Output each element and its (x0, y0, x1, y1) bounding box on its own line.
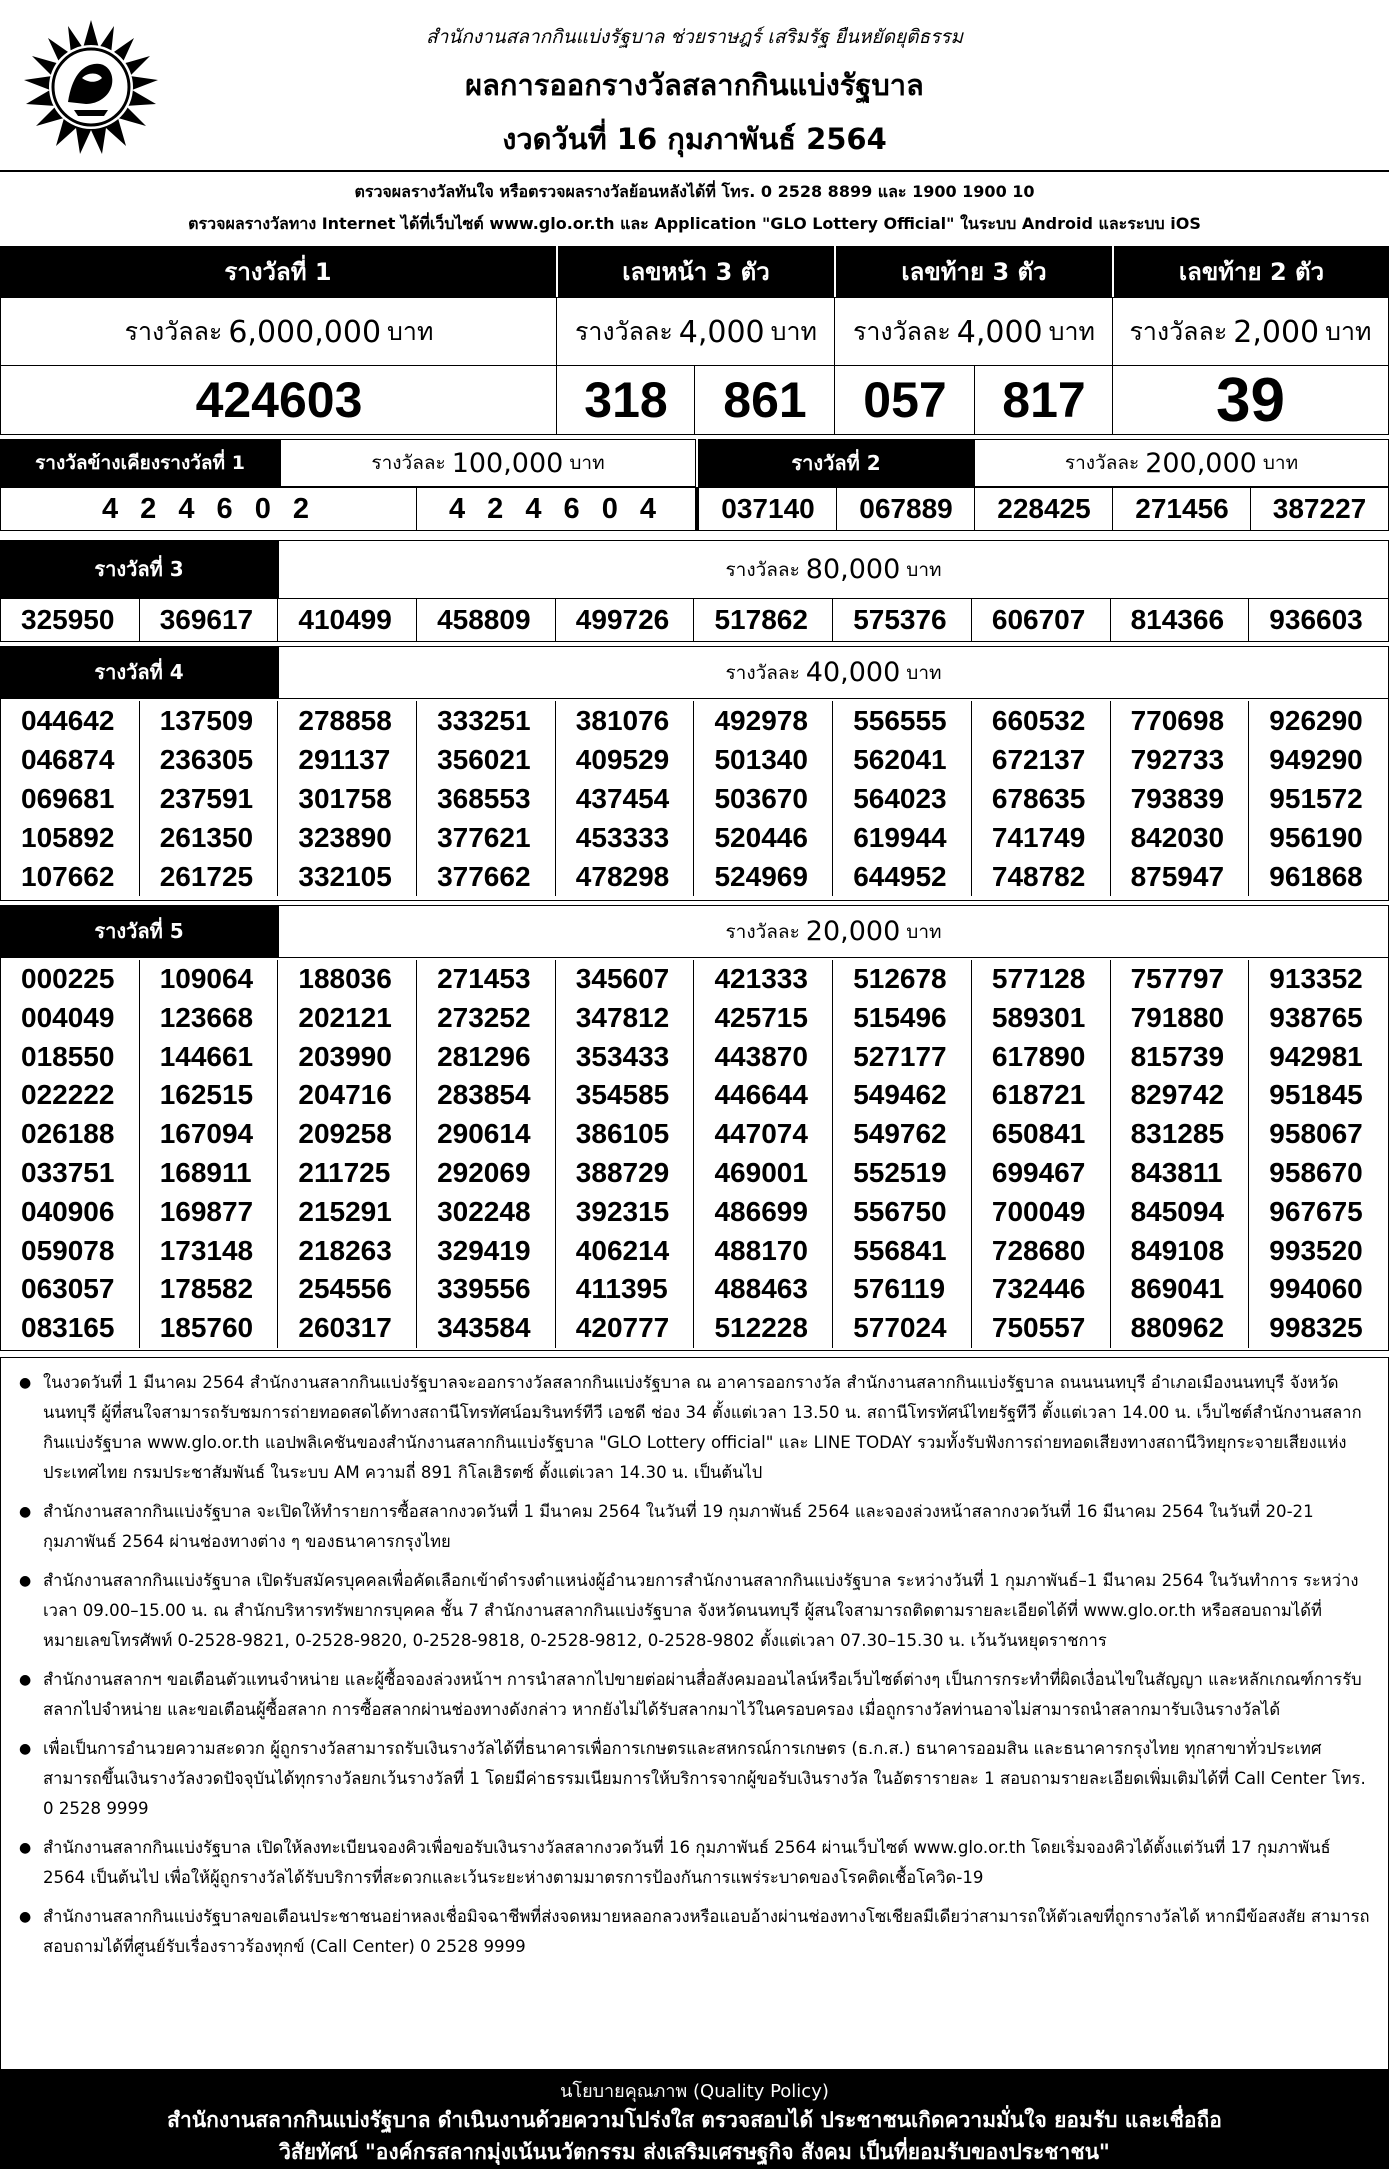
fifth-prize-number: 420777 (556, 1309, 695, 1348)
fifth-prize-number: 273252 (417, 999, 556, 1038)
fourth-prize-number: 261725 (140, 857, 279, 896)
third-prize-number: 410499 (278, 599, 417, 641)
header (0, 0, 1389, 170)
fifth-prize-number: 843811 (1111, 1154, 1250, 1193)
fourth-prize-number: 368553 (417, 779, 556, 818)
fifth-prize-number: 488170 (694, 1232, 833, 1271)
fifth-prize-number: 421333 (694, 960, 833, 999)
fifth-prize-number: 512228 (694, 1309, 833, 1348)
fourth-prize-number: 741749 (972, 818, 1111, 857)
third-prize-label: รางวัลที่ 3 (94, 557, 184, 581)
fifth-prize-number: 699467 (972, 1154, 1111, 1193)
announcement-item: ● ในงวดวันที่ 1 มีนาคม 2564 สำนักงานสลากกินแบ่งรัฐบาลจะออกรางวัลสลากกินแบ่งรัฐบาล ณ อาคารออกรางวัล สำนักงานสลากกินแบ่งรัฐบาล ถนนนนทบุรี อำเภอเมืองนนทบุรี จังหวัดนนทบุรี ผู้ที่สนใจสามารถรับชมการถ่ายทอดสดได้ทางสถานีโทรทัศน์อมรินทร์ทีวี เอชดี ช่อง 34 ตั้งแต่เวลา 13.50 น. สถานีโทรทัศน์ไทยรัฐทีวี ตั้งแต่เวลา 14.00 น. เว็บไซต์สำนักงานสลากกินแบ่งรัฐบาล www.glo.or.th แอปพลิเคชันของสำนักงานสลากกินแบ่งรัฐบาล "GLO Lottery official" และ LINE TODAY รวมทั้งรับฟังการถ่ายทอดเสียงทางสถานีวิทยุกระจายเสียงแห่งประเทศไทย กรมประชาสัมพันธ์ ในระบบ AM ความถี่ 891 กิโลเฮิรตซ์ ตั้งแต่เวลา 14.30 น. เป็นต้นไป (19, 1368, 1370, 1488)
third-prize-number: 325950 (1, 599, 140, 641)
fifth-prize-number: 203990 (278, 1038, 417, 1077)
third-prize-grid (0, 598, 1389, 642)
fourth-prize-number: 562041 (833, 740, 972, 779)
front3-header (558, 246, 834, 297)
fifth-prize-number: 204716 (278, 1076, 417, 1115)
announcements (0, 1357, 1389, 2070)
amount-value: 4,000 (956, 314, 1043, 350)
fifth-prize-number: 144661 (140, 1038, 279, 1077)
fifth-prize-number: 829742 (1111, 1076, 1250, 1115)
fourth-prize-number: 520446 (694, 818, 833, 857)
fifth-prize-number: 556750 (833, 1193, 972, 1232)
front3-label: เลขหน้า 3 ตัว (622, 258, 770, 286)
draw-date: งวดวันที่ 16 กุมภาพันธ์ 2564 (502, 122, 887, 156)
fourth-prize-number: 926290 (1269, 705, 1363, 736)
fifth-prize-number: 791880 (1111, 999, 1250, 1038)
back2-number: 39 (1112, 365, 1389, 435)
fifth-prize-number: 302248 (417, 1193, 556, 1232)
fifth-prize-number: 512678 (833, 960, 972, 999)
amount-value: 40,000 (805, 657, 901, 688)
second-prize-amount (974, 439, 1389, 487)
amount-prefix: รางวัลละ (371, 452, 446, 474)
amount-prefix: รางวัลละ (574, 317, 673, 346)
fifth-prize-number: 392315 (556, 1193, 695, 1232)
fifth-prize-number: 849108 (1111, 1232, 1250, 1271)
fifth-prize-number: 292069 (417, 1154, 556, 1193)
front3-number-2: 861 (694, 365, 836, 435)
fifth-prize-number: 162515 (140, 1076, 279, 1115)
fifth-prize-number: 000225 (1, 960, 140, 999)
announcement-item: ● สำนักงานสลากฯ ขอเตือนตัวแทนจำหน่าย และผู้ซื้อจองล่วงหน้าฯ การนำสลากไปขายต่อผ่านสื่อสังคมออนไลน์หรือเว็บไซต์ต่างๆ เป็นการกระทำที่ผิดเงื่อนไขในสัญญา และหลักเกณฑ์การรับสลากไปจำหน่าย และขอเตือนผู้ซื้อสลาก การซื้อสลากผ่านช่องทางดังกล่าว หากยังไม่ได้รับสลากมาไว้ในครอบครอง เมื่อถูกรางวัลท่านอาจไม่สามารถนำสลากมารับเงินรางวัลได้ (19, 1665, 1370, 1725)
fourth-prize-number: 951572 (1269, 783, 1363, 814)
fifth-prize-number: 700049 (972, 1193, 1111, 1232)
fourth-prize-header (0, 646, 278, 698)
fifth-prize-number: 345607 (556, 960, 695, 999)
amount-value: 200,000 (1145, 447, 1257, 479)
fifth-prize-number: 004049 (1, 999, 140, 1038)
fifth-prize-header (0, 905, 278, 957)
amount-unit: บาท (1262, 452, 1299, 474)
fifth-prize-number: 022222 (1, 1076, 140, 1115)
fifth-prize-number: 443870 (694, 1038, 833, 1077)
fifth-prize-number: 815739 (1111, 1038, 1250, 1077)
second-prize-number: 067889 (836, 487, 976, 531)
near-first-label: รางวัลข้างเคียงรางวัลที่ 1 (35, 452, 245, 474)
back3-number-1: 057 (834, 365, 976, 435)
fifth-prize-number: 942981 (1269, 1040, 1363, 1072)
amount-prefix: รางวัลละ (725, 558, 800, 581)
fourth-prize-number: 842030 (1111, 818, 1250, 857)
amount-unit: บาท (1048, 317, 1096, 346)
fourth-prize-number: 291137 (278, 740, 417, 779)
third-prize-number: 575376 (833, 599, 972, 641)
fifth-prize-number: 271453 (417, 960, 556, 999)
fifth-prize-number: 757797 (1111, 960, 1250, 999)
fifth-prize-number: 650841 (972, 1115, 1111, 1154)
fifth-prize-number: 486699 (694, 1193, 833, 1232)
fifth-prize-number: 168911 (140, 1154, 279, 1193)
fourth-prize-number: 046874 (1, 740, 140, 779)
fifth-prize-number: 951845 (1269, 1079, 1363, 1111)
fourth-prize-number: 377662 (417, 857, 556, 896)
announcement-item: ● เพื่อเป็นการอำนวยความสะดวก ผู้ถูกรางวัลสามารถรับเงินรางวัลได้ที่ธนาคารเพื่อการเกษตรและสหกรณ์การเกษตร (ธ.ก.ส.) ธนาคารออมสิน และธนาคารกรุงไทย ทุกสาขาทั่วประเทศ สามารถขึ้นเงินรางวัลงวดปัจจุบันได้ทุกรางวัลยกเว้นรางวัลที่ 1 โดยมีค่าธรรมเนียมการให้บริการจากผู้ขอรับเงินรางวัล ในอัตรารายละ 1 สอบถามรายละเอียดเพิ่มเติมได้ที่ Call Center โทร. 0 2528 9999 (19, 1734, 1370, 1824)
back3-number-2: 817 (974, 365, 1114, 435)
fourth-prize-label: รางวัลที่ 4 (94, 660, 184, 684)
fifth-prize-number: 109064 (140, 960, 279, 999)
fifth-prize-number: 188036 (278, 960, 417, 999)
fifth-prize-number: 063057 (1, 1270, 140, 1309)
fifth-prize-number: 209258 (278, 1115, 417, 1154)
fifth-prize-number: 254556 (278, 1270, 417, 1309)
fifth-prize-number: 281296 (417, 1038, 556, 1077)
second-prize-number: 228425 (974, 487, 1114, 531)
amount-value: 20,000 (805, 916, 901, 947)
fourth-prize-number: 437454 (556, 779, 695, 818)
fifth-prize-number: 913352 (1269, 963, 1363, 994)
first-prize-amount (0, 297, 558, 367)
fifth-prize-number: 880962 (1111, 1309, 1250, 1348)
fifth-prize-number: 831285 (1111, 1115, 1250, 1154)
fifth-prize-number: 059078 (1, 1232, 140, 1271)
third-prize-number: 458809 (417, 599, 556, 641)
policy-title: นโยบายคุณภาพ (Quality Policy) (560, 2081, 829, 2102)
third-prize-number: 499726 (556, 599, 695, 641)
fourth-prize-number: 044642 (1, 701, 140, 740)
amount-value: 6,000,000 (228, 314, 382, 350)
fourth-prize-number: 105892 (1, 818, 140, 857)
fifth-prize-number: 549762 (833, 1115, 972, 1154)
third-prize-header (0, 540, 278, 598)
amount-unit: บาท (906, 661, 942, 684)
vision-statement: วิสัยทัศน์ "องค์กรสลากมุ่งเน้นนวัตกรรม ส่งเสริมเศรษฐกิจ สังคม เป็นที่ยอมรับของประชาชน" (279, 2140, 1110, 2164)
fifth-prize-number: 549462 (833, 1076, 972, 1115)
third-prize-number: 517862 (694, 599, 833, 641)
amount-unit: บาท (569, 452, 605, 474)
amount-value: 80,000 (805, 554, 901, 585)
fifth-prize-number: 728680 (972, 1232, 1111, 1271)
amount-unit: บาท (906, 558, 942, 581)
fifth-prize-number: 577128 (972, 960, 1111, 999)
fifth-prize-number: 589301 (972, 999, 1111, 1038)
third-prize-number: 936603 (1269, 604, 1363, 635)
fifth-prize-number: 353433 (556, 1038, 695, 1077)
fifth-prize-number: 202121 (278, 999, 417, 1038)
amount-value: 4,000 (678, 314, 765, 350)
fifth-prize-number: 552519 (833, 1154, 972, 1193)
fifth-prize-number: 618721 (972, 1076, 1111, 1115)
near-first-amount (280, 439, 696, 487)
page-title: ผลการออกรางวัลสลากกินแบ่งรัฐบาล (465, 68, 924, 102)
second-prize-number: 387227 (1250, 487, 1389, 531)
fifth-prize-number: 750557 (972, 1309, 1111, 1348)
fourth-prize-number: 956190 (1269, 822, 1363, 853)
fifth-prize-number: 215291 (278, 1193, 417, 1232)
fifth-prize-number: 411395 (556, 1270, 695, 1309)
footer (0, 2070, 1389, 2169)
fourth-prize-number: 333251 (417, 701, 556, 740)
amount-prefix: รางวัลละ (1129, 317, 1228, 346)
fourth-prize-number: 377621 (417, 818, 556, 857)
amount-unit: บาท (770, 317, 818, 346)
fifth-prize-number: 260317 (278, 1309, 417, 1348)
amount-prefix: รางวัลละ (725, 920, 800, 943)
fifth-prize-number: 283854 (417, 1076, 556, 1115)
fifth-prize-number: 290614 (417, 1115, 556, 1154)
fifth-prize-number: 178582 (140, 1270, 279, 1309)
divider (0, 170, 1389, 172)
fifth-prize-number: 938765 (1269, 1001, 1363, 1033)
front3-number-1: 318 (556, 365, 696, 435)
announcement-item: ● สำนักงานสลากกินแบ่งรัฐบาลขอเตือนประชาชนอย่าหลงเชื่อมิจฉาชีพที่ส่งจดหมายหลอกลวงหรือแอบอ้างผ่านช่องทางโซเชียลมีเดียว่าสามารถให้ตัวเลขที่ถูกรางวัลได้ หากมีข้อสงสัย สามารถสอบถามได้ที่ศูนย์รับเรื่องราวร้องทุกข์ (Call Center) 0 2528 9999 (19, 1902, 1370, 1962)
fifth-prize-number: 993520 (1269, 1234, 1363, 1266)
fifth-prize-number: 167094 (140, 1115, 279, 1154)
amount-value: 2,000 (1233, 314, 1320, 350)
fourth-prize-number: 672137 (972, 740, 1111, 779)
fourth-prize-number: 770698 (1111, 701, 1250, 740)
fifth-prize-number: 173148 (140, 1232, 279, 1271)
fifth-prize-number: 040906 (1, 1193, 140, 1232)
fifth-prize-number: 958067 (1269, 1118, 1363, 1150)
second-prize-label: รางวัลที่ 2 (791, 451, 881, 475)
fifth-prize-number: 576119 (833, 1270, 972, 1309)
fourth-prize-number: 875947 (1111, 857, 1250, 896)
fourth-prize-number: 949290 (1269, 744, 1363, 775)
back3-header (836, 246, 1112, 297)
announcement-item: ● สำนักงานสลากกินแบ่งรัฐบาล จะเปิดให้ทำรายการซื้อสลากงวดวันที่ 1 มีนาคม 2564 ในวันที่ 19 กุมภาพันธ์ 2564 และจองล่วงหน้าสลากงวดวันที่ 16 มีนาคม 2564 ในวันที่ 20-21 กุมภาพันธ์ 2564 ผ่านช่องทางต่าง ๆ ของธนาคารกรุงไทย (19, 1497, 1370, 1557)
first-prize-number: 424603 (0, 365, 558, 435)
back2-label: เลขท้าย 2 ตัว (1178, 258, 1325, 286)
fifth-prize-number: 185760 (140, 1309, 279, 1348)
fourth-prize-number: 381076 (556, 701, 695, 740)
second-prize-number: 271456 (1112, 487, 1252, 531)
fifth-prize-number: 527177 (833, 1038, 972, 1077)
amount-unit: บาท (387, 317, 434, 346)
announcement-item: ● สำนักงานสลากกินแบ่งรัฐบาล เปิดรับสมัครบุคคลเพื่อคัดเลือกเข้าดำรงตำแหน่งผู้อำนวยการสำนักงานสลากกินแบ่งรัฐบาล ระหว่างวันที่ 1 กุมภาพันธ์–1 มีนาคม 2564 ในวันทำการ ระหว่างเวลา 09.00–15.00 น. ณ สำนักบริหารทรัพยากรบุคคล ชั้น 7 สำนักงานสลากกินแบ่งรัฐบาล จังหวัดนนทบุรี ผู้สนใจสามารถติดตามรายละเอียดได้ที่ www.glo.or.th หรือสอบถามได้ที่ หมายเลขโทรศัพท์ 0-2528-9821, 0-2528-9820, 0-2528-9818, 0-2528-9812, 0-2528-9802 ตั้งแต่เวลา 07.30–15.30 น. เว้นวันหยุดราชการ (19, 1566, 1370, 1656)
info-web: ตรวจผลรางวัลทาง Internet ได้ที่เว็บไซต์ www.glo.or.th และ Application "GLO Lottery Official" ในระบบ Android และระบบ iOS (188, 214, 1201, 233)
first-prize-label: รางวัลที่ 1 (224, 258, 332, 286)
fifth-prize-number: 469001 (694, 1154, 833, 1193)
amount-unit: บาท (1325, 317, 1372, 346)
fifth-prize-number: 998325 (1269, 1312, 1363, 1344)
third-prize-number: 369617 (140, 599, 279, 641)
fifth-prize-number: 617890 (972, 1038, 1111, 1077)
fourth-prize-number: 961868 (1269, 861, 1363, 892)
fourth-prize-number: 792733 (1111, 740, 1250, 779)
fifth-prize-number: 967675 (1269, 1195, 1363, 1227)
fifth-prize-label: รางวัลที่ 5 (94, 919, 184, 943)
near-first-number-1: 4 2 4 6 0 2 (0, 487, 418, 531)
fourth-prize-number: 524969 (694, 857, 833, 896)
fifth-prize-number: 406214 (556, 1232, 695, 1271)
fifth-prize-number: 169877 (140, 1193, 279, 1232)
fifth-prize-number: 339556 (417, 1270, 556, 1309)
fourth-prize-number: 556555 (833, 701, 972, 740)
fourth-prize-number: 678635 (972, 779, 1111, 818)
fifth-prize-number: 026188 (1, 1115, 140, 1154)
third-prize-amount (278, 540, 1389, 598)
fifth-prize-number: 515496 (833, 999, 972, 1038)
amount-prefix: รางวัลละ (124, 317, 223, 346)
fourth-prize-grid (0, 698, 1389, 901)
fourth-prize-number: 237591 (140, 779, 279, 818)
fifth-prize-number: 343584 (417, 1309, 556, 1348)
first-prize-header (0, 246, 556, 297)
fourth-prize-number: 492978 (694, 701, 833, 740)
fourth-prize-number: 564023 (833, 779, 972, 818)
fourth-prize-number: 069681 (1, 779, 140, 818)
fourth-prize-number: 478298 (556, 857, 695, 896)
fourth-prize-number: 107662 (1, 857, 140, 896)
fifth-prize-number: 845094 (1111, 1193, 1250, 1232)
front3-amount (556, 297, 836, 367)
near-first-header (0, 439, 280, 487)
amount-prefix: รางวัลละ (725, 661, 800, 684)
fifth-prize-number: 488463 (694, 1270, 833, 1309)
third-prize-number: 814366 (1111, 599, 1250, 641)
fourth-prize-number: 793839 (1111, 779, 1250, 818)
third-prize-number: 606707 (972, 599, 1111, 641)
near-first-number-2: 4 2 4 6 0 4 (416, 487, 696, 531)
fourth-prize-number: 619944 (833, 818, 972, 857)
fourth-prize-number: 356021 (417, 740, 556, 779)
fifth-prize-number: 018550 (1, 1038, 140, 1077)
fifth-prize-number: 386105 (556, 1115, 695, 1154)
fifth-prize-number: 123668 (140, 999, 279, 1038)
back3-label: เลขท้าย 3 ตัว (901, 258, 1047, 286)
fifth-prize-number: 211725 (278, 1154, 417, 1193)
quality-policy: สำนักงานสลากกินแบ่งรัฐบาล ดำเนินงานด้วยความโปร่งใส ตรวจสอบได้ ประชาชนเกิดความมั่นใจ ยอมรับ และเชื่อถือ (167, 2108, 1222, 2132)
back3-amount (834, 297, 1114, 367)
fourth-prize-number: 660532 (972, 701, 1111, 740)
fourth-prize-number: 453333 (556, 818, 695, 857)
back2-header (1114, 246, 1389, 297)
back2-amount (1112, 297, 1389, 367)
fourth-prize-amount (278, 646, 1389, 698)
fifth-prize-number: 354585 (556, 1076, 695, 1115)
fifth-prize-number: 958670 (1269, 1156, 1363, 1188)
fourth-prize-number: 748782 (972, 857, 1111, 896)
second-prize-header (698, 439, 974, 487)
amount-unit: บาท (906, 920, 942, 943)
fourth-prize-number: 261350 (140, 818, 279, 857)
fifth-prize-number: 083165 (1, 1309, 140, 1348)
fourth-prize-number: 278858 (278, 701, 417, 740)
fourth-prize-number: 501340 (694, 740, 833, 779)
fourth-prize-number: 323890 (278, 818, 417, 857)
fifth-prize-number: 218263 (278, 1232, 417, 1271)
fourth-prize-number: 644952 (833, 857, 972, 896)
motto: สำนักงานสลากกินแบ่งรัฐบาล ช่วยราษฎร์ เสริมรัฐ ยืนหยัดยุติธรรม (425, 26, 964, 48)
fourth-prize-number: 503670 (694, 779, 833, 818)
amount-prefix: รางวัลละ (1064, 452, 1140, 474)
fifth-prize-number: 732446 (972, 1270, 1111, 1309)
announcement-item: ● สำนักงานสลากกินแบ่งรัฐบาล เปิดให้ลงทะเบียนจองคิวเพื่อขอรับเงินรางวัลสลากงวดวันที่ 16 กุมภาพันธ์ 2564 ผ่านเว็บไซต์ www.glo.or.th โดยเริ่มจองคิวได้ตั้งแต่วันที่ 17 กุมภาพันธ์ 2564 เป็นต้นไป เพื่อให้ผู้ถูกรางวัลได้รับบริการที่สะดวกและเว้นระยะห่างตามมาตรการป้องกันการแพร่ระบาดของโรคติดเชื้อโควิด-19 (19, 1833, 1370, 1893)
fifth-prize-number: 556841 (833, 1232, 972, 1271)
fifth-prize-number: 425715 (694, 999, 833, 1038)
fifth-prize-number: 347812 (556, 999, 695, 1038)
fifth-prize-number: 994060 (1269, 1273, 1363, 1305)
fourth-prize-number: 332105 (278, 857, 417, 896)
fourth-prize-number: 409529 (556, 740, 695, 779)
amount-value: 100,000 (451, 447, 564, 479)
amount-prefix: รางวัลละ (852, 317, 951, 346)
fourth-prize-number: 137509 (140, 701, 279, 740)
fifth-prize-number: 577024 (833, 1309, 972, 1348)
fifth-prize-number: 033751 (1, 1154, 140, 1193)
fourth-prize-number: 236305 (140, 740, 279, 779)
fifth-prize-number: 447074 (694, 1115, 833, 1154)
info-phone: ตรวจผลรางวัลทันใจ หรือตรวจผลรางวัลย้อนหลังได้ที่ โทร. 0 2528 8899 และ 1900 1900 10 (354, 182, 1035, 201)
fifth-prize-number: 869041 (1111, 1270, 1250, 1309)
fifth-prize-number: 388729 (556, 1154, 695, 1193)
fifth-prize-amount (278, 905, 1389, 957)
fourth-prize-number: 301758 (278, 779, 417, 818)
fifth-prize-number: 329419 (417, 1232, 556, 1271)
fifth-prize-grid (0, 957, 1389, 1351)
second-prize-number: 037140 (698, 487, 838, 531)
fifth-prize-number: 446644 (694, 1076, 833, 1115)
